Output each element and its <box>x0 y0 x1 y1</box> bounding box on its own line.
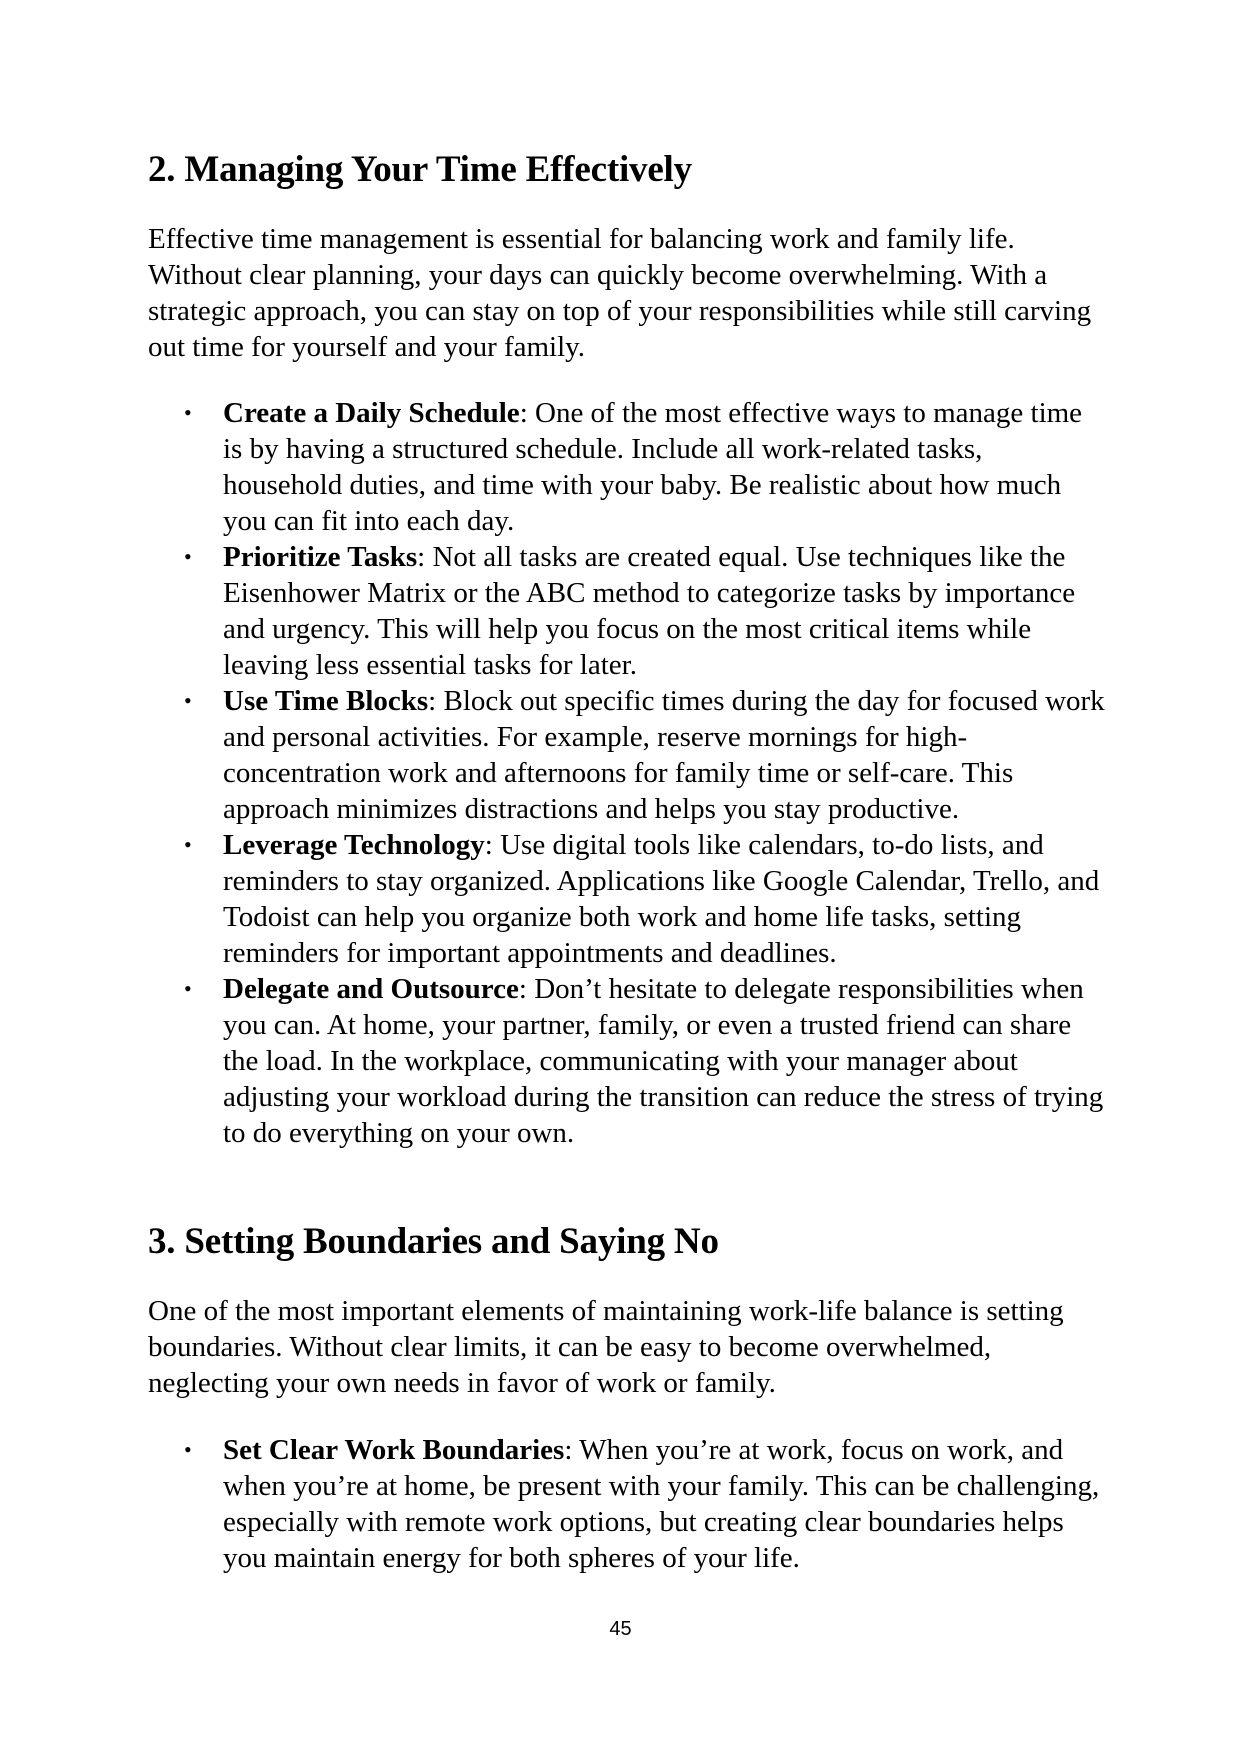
list-item-text: : Don’t hesitate to delegate responsibilities when you can. At home, your partner, family, or even a trusted friend can share the load. In the workplace, communicating with your manager about adjusting your workload during the transition can reduce the stress of trying to do everything on your own. <box>223 973 1104 1149</box>
section-intro-paragraph: Effective time management is essential for balancing work and family life. Without clear planning, your days can quickly become overwhelming. With a strategic approach, you can stay on top of your responsibilities while still carving out time for yourself and your family. <box>148 223 1092 363</box>
list-item-text: : When you’re at work, focus on work, and when you’re at home, be present with your family. This can be challenging, especially with remote work options, but creating clear boundaries helps you maintain energy for both spheres of your life. <box>223 1434 1100 1574</box>
list-item-term: Set Clear Work Boundaries <box>223 1434 565 1466</box>
page-number: 45 <box>609 1618 632 1640</box>
bullet-icon: • <box>184 688 192 713</box>
list-item-text: : Use digital tools like calendars, to-do lists, and reminders to stay organized. Applications like Google Calendar, Trello, and Todoist can help you organize both work and home life tasks, setting reminders for important appointments and deadlines. <box>223 829 1100 969</box>
list-item <box>148 827 1108 971</box>
section-heading: 2. Managing Your Time Effectively <box>148 149 692 190</box>
bullet-icon: • <box>184 1437 192 1462</box>
list-item-text: : Block out specific times during the day for focused work and personal activities. For example, reserve mornings for high-concentration work and afternoons for family time or self-care. This approach minimizes distractions and helps you stay productive. <box>223 685 1105 825</box>
bullet-list <box>148 1432 1108 1576</box>
list-item-text: : Not all tasks are created equal. Use techniques like the Eisenhower Matrix or the ABC method to categorize tasks by importance and urgency. This will help you focus on the most critical items while leaving less essential tasks for later. <box>223 541 1076 681</box>
bullet-icon: • <box>184 976 192 1001</box>
list-item <box>148 539 1108 683</box>
list-item-term: Leverage Technology <box>223 829 485 861</box>
list-item-term: Prioritize Tasks <box>223 541 418 573</box>
list-item-term: Delegate and Outsource <box>223 973 519 1005</box>
list-item <box>148 1432 1108 1576</box>
list-item-term: Create a Daily Schedule <box>223 397 520 429</box>
section-heading: 3. Setting Boundaries and Saying No <box>148 1221 719 1262</box>
bullet-list <box>148 395 1108 1151</box>
bullet-icon: • <box>184 400 192 425</box>
list-item <box>148 395 1108 539</box>
list-item-term: Use Time Blocks <box>223 685 429 717</box>
list-item <box>148 683 1108 827</box>
section-intro-paragraph: One of the most important elements of maintaining work-life balance is setting boundaries. Without clear limits, it can be easy to become overwhelmed, neglecting your own needs in favor of work or family. <box>148 1295 1064 1399</box>
bullet-icon: • <box>184 544 192 569</box>
bullet-icon: • <box>184 832 192 857</box>
list-item-text: : One of the most effective ways to manage time is by having a structured schedule. Include all work-related tasks, household duties, and time with your baby. Be realistic about how much you can fit into each day. <box>223 397 1083 537</box>
list-item <box>148 971 1108 1151</box>
